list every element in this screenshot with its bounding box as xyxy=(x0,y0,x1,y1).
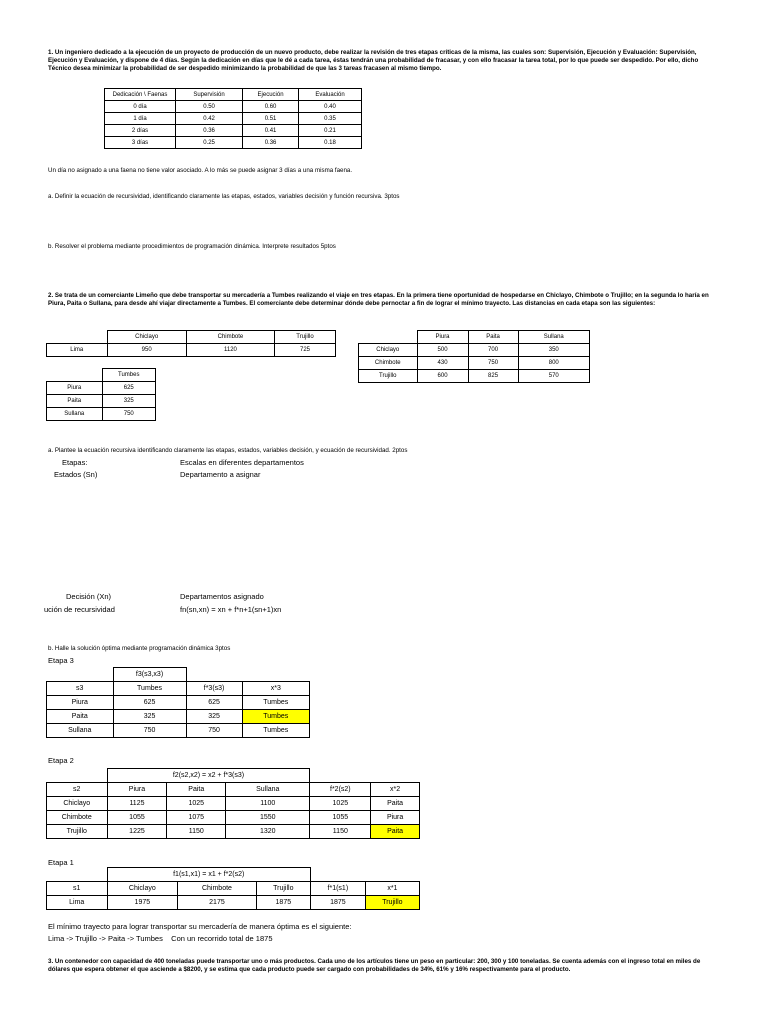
cell: 700 xyxy=(468,344,518,357)
header-cell: Ejecución xyxy=(243,89,299,101)
header-cell: Chiclayo xyxy=(107,331,186,344)
etapa3-table xyxy=(46,667,310,738)
header-cell: Paita xyxy=(167,783,226,797)
p2-question-b: b. Halle la solución óptima mediante programación dinámica 3ptos xyxy=(48,645,231,652)
cell: 0.25 xyxy=(176,137,243,149)
spacer-cell xyxy=(371,769,420,783)
p2-middle-table xyxy=(358,330,590,383)
header-cell: Piura xyxy=(417,331,468,344)
cell: 1150 xyxy=(310,825,371,839)
table-row xyxy=(105,113,362,125)
header-cell xyxy=(47,369,103,382)
cell: 430 xyxy=(417,357,468,370)
etapa2-label: Etapa 2 xyxy=(48,756,74,765)
header-cell: x*1 xyxy=(365,882,419,896)
etapa1-table xyxy=(46,867,420,910)
spacer-cell xyxy=(365,868,419,882)
header-cell: s1 xyxy=(47,882,108,896)
cell: Piura xyxy=(47,696,114,710)
header-cell: Dedicación \ Faenas xyxy=(105,89,176,101)
cell: Tumbes xyxy=(242,724,309,738)
recursividad-label: ución de recursividad xyxy=(44,605,115,614)
header-cell: s2 xyxy=(47,783,108,797)
decision-value: Departamentos asignado xyxy=(180,592,264,601)
header-cell: x*3 xyxy=(242,682,309,696)
cell: 750 xyxy=(102,408,156,421)
cell: 500 xyxy=(417,344,468,357)
cell: Sullana xyxy=(47,408,103,421)
highlighted-cell: Trujillo xyxy=(365,896,419,910)
table-row xyxy=(47,724,310,738)
spacer-cell xyxy=(47,668,114,682)
table-row xyxy=(47,811,420,825)
cell: Lima xyxy=(47,896,108,910)
problem-2-intro: 2. Se trata de un comerciante Limeño que debe transportar su mercadería a Tumbes realizando el viaje en tres etapas. En la primera tiene oportunidad de hospedarse en Chiclayo, Chimbote o Trujillo; en la segunda lo haría en Piura, Paita o Sullana, para desde ahí viajar directamente a Tumbes. El comerciante debe determinar dónde debe pernoctar a fin de lograr el mínimo trayecto. Las distancias en cada etapa son las siguientes: xyxy=(48,292,709,307)
table-row xyxy=(359,344,590,357)
cell: 750 xyxy=(186,724,242,738)
cell: 0.21 xyxy=(299,125,362,137)
cell: Paita xyxy=(371,797,420,811)
cell: 0.18 xyxy=(299,137,362,149)
cell: Trujillo xyxy=(359,370,418,383)
cell: 800 xyxy=(518,357,589,370)
cell: Piura xyxy=(371,811,420,825)
cell: 2175 xyxy=(178,896,257,910)
header-cell: x*2 xyxy=(371,783,420,797)
highlighted-cell: Paita xyxy=(371,825,420,839)
p2-tumbes-table xyxy=(46,368,156,421)
cell: 1025 xyxy=(167,797,226,811)
cell: 1 día xyxy=(105,113,176,125)
p2-conclusion-2: Lima -> Trujillo -> Paita -> Tumbes Con un recorrido total de 1875 xyxy=(48,934,273,943)
table-row xyxy=(105,125,362,137)
table-row xyxy=(359,370,590,383)
cell: Chiclayo xyxy=(47,797,108,811)
etapas-value: Escalas en diferentes departamentos xyxy=(180,458,304,467)
cell: 1550 xyxy=(226,811,310,825)
cell: 1025 xyxy=(310,797,371,811)
header-cell: Trujillo xyxy=(275,331,336,344)
cell: 0.42 xyxy=(176,113,243,125)
header-cell: Chiclayo xyxy=(107,882,178,896)
cell: 625 xyxy=(186,696,242,710)
cell: 1100 xyxy=(226,797,310,811)
cell: 1150 xyxy=(167,825,226,839)
table-row xyxy=(47,896,420,910)
table-row xyxy=(47,696,310,710)
table-row xyxy=(47,797,420,811)
spacer-cell xyxy=(310,868,365,882)
cell: 725 xyxy=(275,344,336,357)
header-cell: Piura xyxy=(107,783,167,797)
p2-lima-table xyxy=(46,330,336,357)
header-cell: s3 xyxy=(47,682,114,696)
table-row xyxy=(47,344,336,357)
spacer-cell xyxy=(186,668,242,682)
cell: 1975 xyxy=(107,896,178,910)
cell: 0.50 xyxy=(176,101,243,113)
recursividad-value: fn(sn,xn) = xn + f*n+1(sn+1)xn xyxy=(180,605,282,614)
header-cell: Tumbes xyxy=(102,369,156,382)
estados-label: Estados (Sn) xyxy=(54,470,98,479)
cell: 0 día xyxy=(105,101,176,113)
cell: 0.35 xyxy=(299,113,362,125)
spacer-cell xyxy=(47,868,108,882)
spacer-cell xyxy=(310,769,371,783)
table-row xyxy=(47,395,156,408)
cell: Piura xyxy=(47,382,103,395)
cell: 2 días xyxy=(105,125,176,137)
highlighted-cell: Tumbes xyxy=(242,710,309,724)
etapas-label: Etapas: xyxy=(62,458,88,467)
cell: 325 xyxy=(186,710,242,724)
cell: Paita xyxy=(47,710,114,724)
header-cell: Tumbes xyxy=(113,682,186,696)
table-row xyxy=(359,357,590,370)
cell: Sullana xyxy=(47,724,114,738)
cell: Chimbote xyxy=(47,811,108,825)
cell: 0.51 xyxy=(243,113,299,125)
spacer-cell xyxy=(47,769,108,783)
header-cell: Chimbote xyxy=(178,882,257,896)
p1-question-a: a. Definir la ecuación de recursividad, identificando claramente las etapas, estados, variables decisión y función recursiva. 3ptos xyxy=(48,193,400,200)
problem-1-intro: 1. Un ingeniero dedicado a la ejecución de un proyecto de producción de un nuevo producto, debe realizar la revisión de tres etapas críticas de la misma, las cuales son: Supervisión, Ejecución y Evaluación: Supervisión, Ejecución y Evaluación, y dispone de 4 días. Según la dedicación en días que le dé a cada tarea, éstas tendrán una probabilidad de fracasar, y con ello fracasar la tarea total, por lo que puede ser despedido. Por ello, dicho Técnico desea minimizar la probabilidad de ser despedido minimizando la probabilidad de que las 3 tareas fracasen al mismo tiempo. xyxy=(48,49,699,72)
header-cell: f*3(s3) xyxy=(186,682,242,696)
etapa3-label: Etapa 3 xyxy=(48,656,74,665)
header-cell: f*1(s1) xyxy=(310,882,365,896)
cell: 3 días xyxy=(105,137,176,149)
cell: Tumbes xyxy=(242,696,309,710)
cell: Trujillo xyxy=(47,825,108,839)
cell: Lima xyxy=(47,344,108,357)
cell: 0.60 xyxy=(243,101,299,113)
cell: 0.36 xyxy=(176,125,243,137)
table-row xyxy=(105,137,362,149)
header-cell: Trujillo xyxy=(256,882,310,896)
cell: 950 xyxy=(107,344,186,357)
header-cell: Sullana xyxy=(518,331,589,344)
header-cell: Chimbote xyxy=(186,331,274,344)
group-header: f1(s1,x1) = x1 + f*2(s2) xyxy=(107,868,310,882)
table-row xyxy=(105,101,362,113)
table-row xyxy=(47,382,156,395)
table-row xyxy=(47,710,310,724)
cell: 0.40 xyxy=(299,101,362,113)
header-cell: Supervisión xyxy=(176,89,243,101)
cell: 825 xyxy=(468,370,518,383)
estados-value: Departamento a asignar xyxy=(180,470,261,479)
p1-note: Un día no asignado a una faena no tiene valor asociado. A lo más se puede asignar 3 días a una misma faena. xyxy=(48,167,353,174)
cell: 1875 xyxy=(310,896,365,910)
cell: 325 xyxy=(113,710,186,724)
cell: 1320 xyxy=(226,825,310,839)
etapa1-label: Etapa 1 xyxy=(48,858,74,867)
cell: 1875 xyxy=(256,896,310,910)
cell: Paita xyxy=(47,395,103,408)
header-cell: Paita xyxy=(468,331,518,344)
cell: 625 xyxy=(113,696,186,710)
cell: Chimbote xyxy=(359,357,418,370)
cell: 750 xyxy=(113,724,186,738)
cell: 570 xyxy=(518,370,589,383)
p2-conclusion-1: El mínimo trayecto para lograr transportar su mercadería de manera óptima es el siguiente: xyxy=(48,922,352,931)
cell: 0.36 xyxy=(243,137,299,149)
cell: Chiclayo xyxy=(359,344,418,357)
cell: 350 xyxy=(518,344,589,357)
cell: 325 xyxy=(102,395,156,408)
cell: 750 xyxy=(468,357,518,370)
spacer-cell xyxy=(242,668,309,682)
header-cell xyxy=(47,331,108,344)
cell: 1075 xyxy=(167,811,226,825)
header-cell: Evaluación xyxy=(299,89,362,101)
cell: 625 xyxy=(102,382,156,395)
header-cell xyxy=(359,331,418,344)
p1-probability-table xyxy=(104,88,362,149)
problem-3-intro: 3. Un contenedor con capacidad de 400 toneladas puede transportar uno o más productos. Cada uno de los artículos tiene un peso en particular: 200, 300 y 100 toneladas. Se cuenta además con el ingreso total en miles de dólares que espera obtener el que asciende a $8200, y se estima que cada producto puede ser cargado con probabilidades de 34%, 61% y 16% respectivamente para el producto. xyxy=(48,958,701,973)
table-row xyxy=(47,408,156,421)
table-row xyxy=(47,825,420,839)
group-header: f2(s2,x2) = x2 + f*3(s3) xyxy=(107,769,310,783)
etapa2-table xyxy=(46,768,420,839)
decision-label: Decisión (Xn) xyxy=(66,592,112,601)
p1-question-b: b. Resolver el problema mediante procedimientos de programación dinámica. Interprete resultados 5ptos xyxy=(48,243,336,250)
cell: 1225 xyxy=(107,825,167,839)
group-header: f3(s3,x3) xyxy=(113,668,186,682)
cell: 1120 xyxy=(186,344,274,357)
cell: 600 xyxy=(417,370,468,383)
header-cell: f*2(s2) xyxy=(310,783,371,797)
header-cell: Sullana xyxy=(226,783,310,797)
p2-question-a: a. Plantee la ecuación recursiva identificando claramente las etapas, estados, variables decisión, y ecuación de recursividad. 2ptos xyxy=(48,447,408,454)
cell: 0.41 xyxy=(243,125,299,137)
cell: 1125 xyxy=(107,797,167,811)
cell: 1055 xyxy=(310,811,371,825)
cell: 1055 xyxy=(107,811,167,825)
